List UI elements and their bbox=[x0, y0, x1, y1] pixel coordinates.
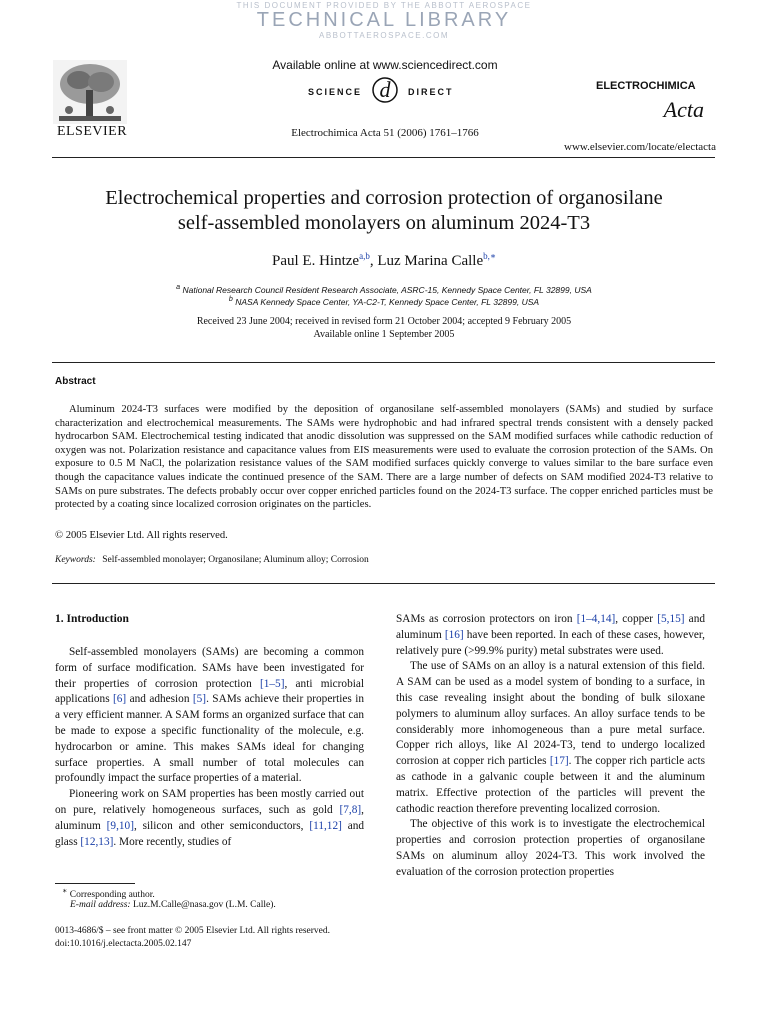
affiliation-a bbox=[60, 283, 708, 295]
intro-paragraph bbox=[396, 612, 705, 659]
email-note bbox=[70, 900, 276, 910]
citation-link[interactable]: [1–4,14] bbox=[576, 613, 616, 625]
citation-link[interactable]: [5,15] bbox=[657, 613, 685, 625]
footnote-rule bbox=[55, 883, 135, 884]
paper-title bbox=[60, 186, 708, 236]
footnote-mark: ∗ bbox=[62, 886, 68, 895]
intro-paragraph: The objective of this work is to investigate the electrochemical properties and corrosion protection properties of organosilane SAMs on aluminum alloy 2024-T3. This work involved the evaluation of the corrosion protection properties bbox=[396, 818, 705, 878]
electrochimica-acta-logo bbox=[592, 73, 712, 123]
watermark-top-line: THIS DOCUMENT PROVIDED BY THE ABBOTT AEROSPACE bbox=[236, 1, 532, 10]
author-affiliation-mark[interactable]: a,b bbox=[359, 251, 370, 261]
ea-logo-line2: Acta bbox=[663, 97, 704, 122]
citation-link[interactable]: [7,8] bbox=[339, 803, 362, 816]
abstract-copyright: © 2005 Elsevier Ltd. All rights reserved. bbox=[55, 530, 228, 541]
citation-link[interactable]: [11,12] bbox=[309, 819, 342, 832]
author-name: Luz Marina Calle bbox=[377, 253, 484, 269]
paragraph-text: , silicon and other semiconductors, bbox=[133, 819, 310, 832]
affiliation-mark: b bbox=[228, 295, 233, 303]
sciencedirect-logo bbox=[290, 76, 480, 104]
paragraph-text: . SAMs achieve their properties in a very efficient manner. A SAM forms an organized surface that can be made to expose a specific functionality of the molecule, e.g. hydrocarbon or amine. This makes SAMs ideal for changing surface properties. A small number of total molecules can profoundly impact the surface properties of a material. bbox=[55, 693, 364, 785]
citation-link[interactable]: [12,13] bbox=[80, 835, 114, 848]
abstract-body: Aluminum 2024-T3 surfaces were modified by the deposition of organosilane self-assembled monolayers (SAMs) and studied by surface characterization and electrochemical measurements. The SAMs were hydrophobic and had infrared spectral trends consistent with a densely packed hydrocarbon SAM. Electrochemical testing indicated that anodic dissolution was suppressed on the SAM modified surfaces while cathodic reduction of oxygen was not. Polarization resistance and capacitance values from EIS measurements were used to evaluate the corrosion protection of the SAMs. On exposure to 0.5 M NaCl, the polarization resistance values of the SAM modified surfaces quickly converge to values similar to the bare surface even though the capacitance values indicate the continued presence of the SAM. There are a large number of defects on SAM modified 2024-T3 relative to SAMs on pure substrates. The defects probably occur over copper enriched particles found on the 2024-T3 surface. The copper enriched particles must be protected by a coating since localized corrosion originates on the particles. bbox=[55, 404, 713, 511]
sd-left-text: SCIENCE bbox=[307, 87, 362, 97]
paragraph-text: , aluminum bbox=[55, 803, 364, 832]
paragraph-text: Self-assembled monolayers (SAMs) are becoming a common form of surface modification. SAMs have been investigated for their properties of corrosion protection bbox=[55, 646, 364, 690]
affiliation-mark: a bbox=[176, 283, 181, 291]
paragraph-text: The use of SAMs on an alloy is a natural extension of this field. A SAM can be used as a model system of bonding to a surface, in this case revealing insight about the bonding of bulk siloxane polymers to aluminum alloy surfaces. An alloy surface tends to be considerably more inhomogeneous than a pure metal surface. Copper rich alloys, like Al 2024-T3, tend to undergo localized corrosion at copper rich particles bbox=[396, 660, 705, 768]
paragraph-text: and glass bbox=[55, 819, 365, 848]
author-affiliation-mark[interactable]: b,∗ bbox=[483, 251, 496, 261]
elsevier-tree-logo bbox=[53, 60, 127, 124]
paragraph-text: SAMs as corrosion protectors on iron bbox=[396, 613, 577, 625]
doi-line[interactable]: doi:10.1016/j.electacta.2005.02.147 bbox=[55, 939, 192, 949]
author-list bbox=[60, 251, 708, 270]
available-online-text: Available online at www.sciencedirect.com bbox=[272, 58, 498, 72]
paragraph-text: , anti microbial applications bbox=[55, 677, 365, 706]
citation-link[interactable]: [16] bbox=[444, 628, 464, 641]
affiliation-text: NASA Kennedy Space Center, YA-C2-T, Kennedy Space Center, FL 32899, USA bbox=[235, 296, 540, 307]
intro-paragraph bbox=[55, 645, 364, 787]
keywords-label: Keywords: bbox=[55, 555, 96, 565]
title-line-1: Electrochemical properties and corrosion protection of organosilane bbox=[105, 187, 663, 209]
citation-link[interactable]: [17] bbox=[549, 755, 569, 768]
citation-link[interactable]: [5] bbox=[192, 693, 207, 706]
citation-link[interactable]: [9,10] bbox=[106, 819, 134, 832]
footnote-text: Corresponding author. bbox=[69, 890, 155, 901]
paragraph-text: . The copper rich particle acts as cathode in a galvanic couple between it and the aluminum matrix. Effective protection of the particles will prevent the cathodic reaction therefore preventing localized corrosion. bbox=[396, 755, 705, 815]
received-dates: Received 23 June 2004; received in revised form 21 October 2004; accepted 9 February 2005 bbox=[196, 316, 572, 327]
citation-link[interactable]: [1–5] bbox=[259, 677, 285, 690]
affiliation-b bbox=[60, 295, 708, 307]
header-rule bbox=[52, 157, 715, 158]
watermark-title: TECHNICAL LIBRARY bbox=[256, 9, 512, 31]
available-date: Available online 1 September 2005 bbox=[313, 329, 455, 340]
journal-url-link[interactable]: www.elsevier.com/locate/electacta bbox=[564, 141, 716, 153]
title-line-2: self-assembled monolayers on aluminum 2024-T3 bbox=[177, 212, 591, 234]
email-link[interactable]: Luz.M.Calle@nasa.gov (L.M. Calle). bbox=[132, 900, 276, 910]
citation-link[interactable]: [6] bbox=[113, 693, 127, 706]
abstract-heading: Abstract bbox=[55, 376, 96, 387]
abstract-top-rule bbox=[52, 362, 715, 363]
keywords bbox=[55, 555, 713, 565]
paragraph-text: and aluminum bbox=[396, 613, 705, 641]
publisher-name: ELSEVIER bbox=[56, 124, 128, 139]
journal-reference: Electrochimica Acta 51 (2006) 1761–1766 bbox=[291, 127, 479, 139]
intro-paragraph bbox=[55, 787, 364, 850]
paragraph-text: and adhesion bbox=[126, 693, 193, 706]
abstract-bottom-rule bbox=[52, 583, 715, 584]
issn-line: 0013-4686/$ – see front matter © 2005 Elsevier Ltd. All rights reserved. bbox=[55, 926, 331, 936]
watermark-url: ABBOTTAEROSPACE.COM bbox=[319, 31, 449, 40]
intro-paragraph bbox=[396, 659, 705, 817]
affiliation-text: National Research Council Resident Research Associate, ASRC-15, Kennedy Space Center, FL 32899, USA bbox=[182, 284, 592, 295]
sd-right-text: DIRECT bbox=[408, 87, 454, 97]
sd-mark: d bbox=[379, 77, 391, 102]
section-heading-introduction: 1. Introduction bbox=[55, 613, 129, 625]
right-column bbox=[396, 612, 705, 881]
paragraph-text: have been reported. In each of these cases, however, relatively pure (>99.9% purity) metal substrates were used. bbox=[396, 628, 705, 657]
author-name: Paul E. Hintze bbox=[272, 253, 360, 269]
paragraph-text: Pioneering work on SAM properties has been mostly carried out on pure, relatively homogeneous surfaces, such as gold bbox=[55, 788, 364, 816]
author-separator: , bbox=[369, 253, 378, 269]
ea-logo-line1: ELECTROCHIMICA bbox=[596, 80, 696, 92]
keywords-text: Self-assembled monolayer; Organosilane; Aluminum alloy; Corrosion bbox=[102, 555, 369, 565]
corresponding-author-note bbox=[62, 886, 155, 900]
left-column bbox=[55, 645, 364, 850]
paragraph-text: , copper bbox=[615, 613, 658, 625]
paragraph-text: . More recently, studies of bbox=[113, 835, 232, 848]
email-label: E-mail address: bbox=[70, 900, 131, 910]
